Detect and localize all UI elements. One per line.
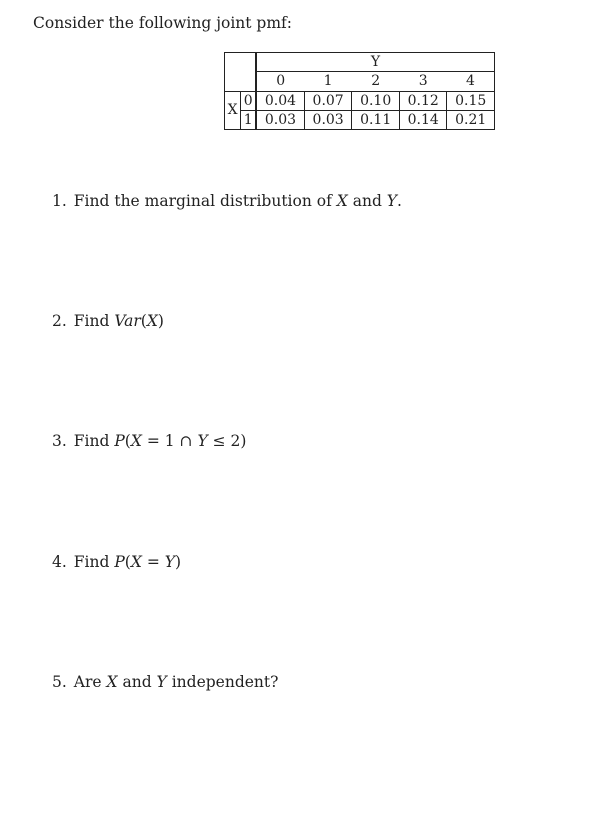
pmf-cell: 0.15 [447, 91, 495, 110]
table-corner-lower [225, 72, 257, 91]
question-1 [52, 192, 402, 210]
math-var: P [114, 553, 125, 571]
y-title: Y [256, 53, 494, 72]
question-text: ( [124, 553, 131, 571]
question-text: = 1 ∩ [141, 432, 198, 450]
math-var: Y [197, 432, 208, 450]
question-text: ( [140, 312, 147, 330]
question-text: and [347, 192, 387, 210]
question-text: Find [73, 432, 115, 450]
x-title: X [225, 91, 241, 130]
question-text: ) [157, 312, 164, 330]
math-var: P [114, 432, 125, 450]
math-var: Y [156, 673, 167, 691]
question-text: Find [73, 553, 115, 571]
pmf-cell: 0.12 [399, 91, 447, 110]
question-text: Find [73, 312, 115, 330]
math-var: X [146, 312, 158, 330]
question-text: Find the marginal distribution of [73, 192, 337, 210]
question-text: and [117, 673, 157, 691]
question-number: 2. [52, 312, 67, 330]
math-var: X [130, 432, 142, 450]
question-text: ≤ 2) [207, 432, 247, 450]
question-number: 1. [52, 192, 67, 210]
question-5 [52, 673, 278, 691]
question-text: Are [73, 673, 107, 691]
question-text: ) [174, 553, 182, 571]
joint-pmf-table [224, 52, 495, 130]
table-row [225, 91, 495, 110]
question-number: 5. [52, 673, 67, 691]
table-corner [225, 53, 257, 72]
pmf-cell: 0.04 [256, 91, 304, 110]
x-value: 0 [241, 91, 256, 110]
y-value: 4 [447, 72, 495, 91]
intro-text: Consider the following joint pmf: [33, 14, 293, 32]
question-text: = [141, 553, 165, 571]
pmf-cell: 0.03 [304, 110, 352, 129]
x-value: 1 [241, 110, 256, 129]
math-var: X [130, 553, 142, 571]
question-number: 4. [52, 553, 67, 571]
math-var: X [106, 673, 118, 691]
y-value: 1 [304, 72, 352, 91]
y-value: 0 [256, 72, 304, 91]
table-row [225, 110, 495, 129]
question-text: . [397, 192, 402, 210]
pmf-cell: 0.21 [447, 110, 495, 129]
pmf-cell: 0.14 [399, 110, 447, 129]
math-var: Y [164, 553, 175, 571]
question-text: independent? [166, 673, 279, 691]
question-3 [52, 432, 246, 450]
y-value: 2 [352, 72, 400, 91]
pmf-cell: 0.10 [352, 91, 400, 110]
pmf-cell: 0.03 [256, 110, 304, 129]
question-text: ( [124, 432, 131, 450]
pmf-cell: 0.11 [352, 110, 400, 129]
math-var: Var [114, 312, 141, 330]
math-var: X [336, 192, 348, 210]
pmf-cell: 0.07 [304, 91, 352, 110]
y-value: 3 [399, 72, 447, 91]
math-var: Y [386, 192, 398, 210]
question-2 [52, 312, 164, 330]
question-number: 3. [52, 432, 67, 450]
question-4 [52, 553, 181, 571]
